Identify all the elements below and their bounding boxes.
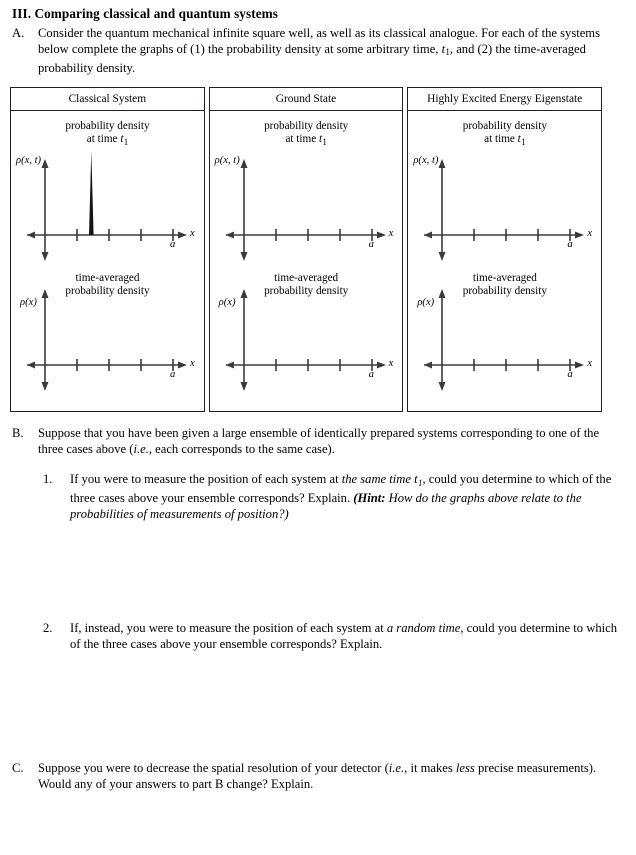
caption-line-1: time-averaged bbox=[472, 272, 537, 284]
caption-line-2-prefix: at time bbox=[484, 133, 518, 146]
emphasis-subscript: 1 bbox=[417, 477, 423, 488]
part-b-item-1 bbox=[43, 472, 627, 522]
part-a bbox=[12, 26, 624, 76]
caption-time-subscript: 1 bbox=[521, 136, 526, 147]
text-segment: If, instead, you were to measure the position of each system at bbox=[70, 621, 387, 635]
x-axis-a-label: a bbox=[567, 369, 573, 380]
part-a-t-symbol: t bbox=[441, 41, 446, 56]
text-segment: Suppose you were to decrease the spatial resolution of your detector ( bbox=[38, 761, 389, 775]
x-axis-a-label: a bbox=[567, 239, 573, 250]
hint-text: How do the graphs above relate to the probabilities of measurements of position?) bbox=[70, 491, 582, 521]
x-axis-label: x bbox=[190, 228, 195, 239]
part-b-text: Suppose that you have been given a large ensemble of identically prepared systems corresponding to one of the three cases above ( bbox=[38, 426, 600, 456]
emphasis-random-time: a random time bbox=[386, 621, 461, 635]
axes-svg bbox=[408, 269, 601, 411]
part-b-ie: i.e. bbox=[133, 441, 149, 456]
x-axis-a-label: a bbox=[368, 369, 374, 380]
caption-line-1: time-averaged bbox=[274, 272, 339, 284]
graph-column-ground-state bbox=[209, 87, 404, 412]
caption-line-1: probability density bbox=[65, 120, 150, 132]
x-axis-a-label: a bbox=[170, 239, 176, 250]
column-body-ground-state bbox=[210, 111, 403, 411]
y-axis-label: ρ(x) bbox=[218, 297, 236, 308]
part-b-item-2-label: 2. bbox=[43, 621, 53, 635]
x-axis-label: x bbox=[388, 358, 394, 369]
y-axis-label: ρ(x, t) bbox=[16, 155, 42, 166]
column-header-ground-state: Ground State bbox=[210, 88, 403, 111]
column-header-classical-system: Classical System bbox=[11, 88, 204, 111]
part-c bbox=[12, 761, 624, 792]
graph-table bbox=[10, 87, 602, 412]
plot-highly-excited-time-averaged[interactable] bbox=[408, 269, 601, 411]
text-segment: If you were to measure the position of each system at bbox=[70, 472, 342, 486]
plot-classical-instantaneous[interactable] bbox=[11, 111, 204, 269]
part-b-item-1-text bbox=[70, 472, 626, 522]
text-segment: , could you determine to which of the three cases above your ensemble corresponds? Explain. bbox=[70, 472, 612, 506]
hint-label: (Hint: bbox=[353, 491, 386, 506]
axes-svg bbox=[210, 269, 403, 411]
plot-classical-time-averaged[interactable] bbox=[11, 269, 204, 411]
graph-column-highly-excited-eigenstate bbox=[407, 87, 602, 412]
x-axis-label: x bbox=[190, 358, 195, 369]
column-body-classical-system bbox=[11, 111, 204, 411]
part-c-text bbox=[38, 761, 618, 792]
caption-time-subscript: 1 bbox=[322, 136, 327, 147]
plot-ground-state-instantaneous[interactable] bbox=[210, 111, 403, 269]
part-b-item-1-label: 1. bbox=[43, 472, 53, 486]
part-a-t-subscript: 1 bbox=[445, 47, 450, 58]
text-segment: , it makes bbox=[404, 761, 456, 775]
caption-time-symbol: t bbox=[120, 133, 124, 146]
text-segment: , could you determine to which of the three cases above your ensemble corresponds? Explain. bbox=[70, 621, 618, 651]
y-axis-label: ρ(x, t) bbox=[413, 155, 439, 166]
caption-line-2-prefix: at time bbox=[86, 133, 121, 146]
caption-line-2: probability density bbox=[462, 285, 547, 298]
emphasis-less: less bbox=[455, 761, 475, 775]
caption-line-1: time-averaged bbox=[75, 272, 140, 284]
part-a-text-2: , and (2) the time-averaged probability density. bbox=[38, 41, 586, 75]
part-c-ie: i.e. bbox=[388, 761, 405, 775]
caption-line-2: probability density bbox=[264, 285, 349, 298]
caption-time-subscript: 1 bbox=[123, 136, 129, 147]
part-b-item-2-text bbox=[70, 621, 626, 652]
caption-line-2: probability density bbox=[65, 285, 150, 298]
y-axis-label: ρ(x, t) bbox=[214, 155, 240, 166]
part-b bbox=[12, 426, 624, 457]
plot-highly-excited-instantaneous[interactable] bbox=[408, 111, 601, 269]
part-b-label: B. bbox=[12, 426, 24, 440]
y-axis-label: ρ(x) bbox=[417, 297, 435, 308]
page-title: III. Comparing classical and quantum systems bbox=[12, 6, 278, 21]
part-b-text bbox=[38, 426, 618, 457]
part-a-label: A. bbox=[12, 26, 25, 40]
caption-line-1: probability density bbox=[462, 120, 547, 132]
text-segment: precise measurements). Would any of your answers to part B change? Explain. bbox=[38, 761, 597, 791]
graph-column-classical-system bbox=[10, 87, 205, 412]
x-axis-a-label: a bbox=[368, 239, 374, 250]
part-a-text-1: Consider the quantum mechanical infinite square well, as well as its classical analogue. For each of the systems below complete the graphs of (1) the probability density at some arbitrary time, bbox=[38, 26, 601, 56]
y-axis-label: ρ(x) bbox=[20, 297, 37, 308]
x-axis-label: x bbox=[587, 358, 593, 369]
part-b-text-end: , each corresponds to the same case). bbox=[148, 441, 335, 456]
part-a-text bbox=[38, 26, 624, 76]
plot-ground-state-time-averaged[interactable] bbox=[210, 269, 403, 411]
caption-time-symbol: t bbox=[319, 133, 323, 146]
x-axis-a-label: a bbox=[170, 369, 176, 380]
part-b-item-2 bbox=[43, 621, 627, 652]
caption-line-2-prefix: at time bbox=[285, 133, 319, 146]
column-header-highly-excited-eigenstate: Highly Excited Energy Eigenstate bbox=[408, 88, 601, 111]
axes-svg bbox=[11, 269, 204, 411]
x-axis-label: x bbox=[587, 228, 593, 239]
x-axis-label: x bbox=[388, 228, 394, 239]
caption-time-symbol: t bbox=[517, 133, 521, 146]
part-c-label: C. bbox=[12, 761, 24, 775]
caption-line-1: probability density bbox=[264, 120, 349, 132]
emphasis-same-time: the same time t bbox=[341, 472, 418, 486]
column-body-highly-excited-eigenstate bbox=[408, 111, 601, 411]
